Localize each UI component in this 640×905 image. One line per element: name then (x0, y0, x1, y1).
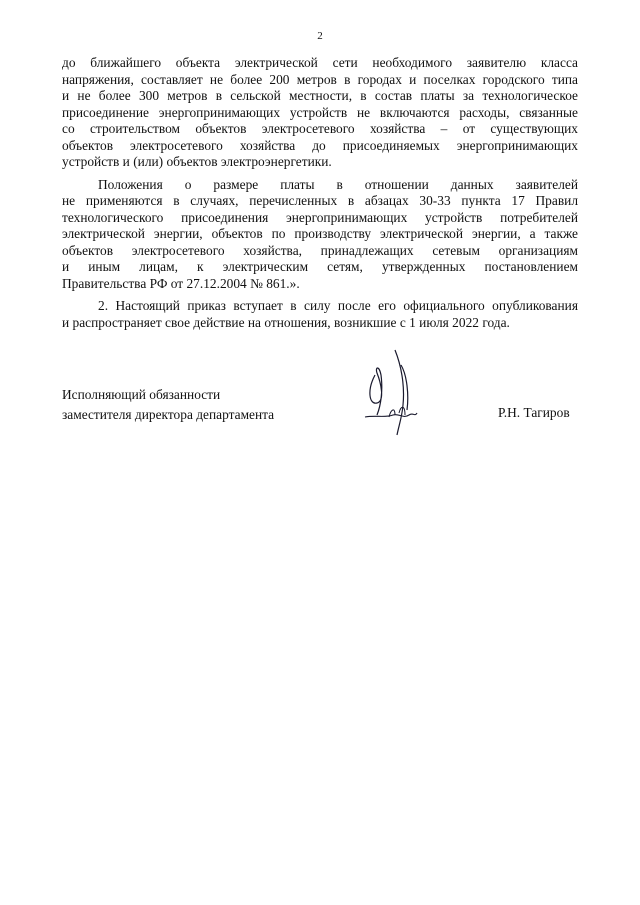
signer-name: Р.Н. Тагиров (498, 405, 570, 420)
signer-position (62, 385, 274, 425)
text-line: и иным лицам, к электрическим сетям, утвержденных постановлением (62, 259, 578, 274)
page-number: 2 (317, 30, 323, 42)
text-line: устройств и (или) объектов электроэнергетики. (62, 154, 332, 169)
text-line: до ближайшего объекта электрической сети необходимого заявителю класса (62, 55, 578, 70)
text-line: Правительства РФ от 27.12.2004 № 861.». (62, 275, 300, 291)
text-line: не применяются в случаях, перечисленных в абзацах 30-33 пункта 17 Правил (62, 193, 578, 208)
paragraph-2 (62, 177, 578, 293)
text-line: электрической энергии, объектов по производству электрической энергии, а также (62, 226, 578, 241)
text-line: со строительством объектов электросетевого хозяйства – от существующих (62, 121, 578, 136)
text-line: объектов электросетевого хозяйства, принадлежащих сетевым организациям (62, 242, 578, 258)
text-line: и не более 300 метров в сельской местности, в состав платы за технологическое (62, 88, 578, 103)
signer-position-line-1: Исполняющий обязанности (62, 387, 221, 402)
text-line: присоединение энергопринимающих устройств не включаются расходы, связанные (62, 104, 578, 120)
text-line: технологического присоединения энергопринимающих устройств потребителей (62, 209, 578, 225)
text-line: и распространяет свое действие на отношения, возникшие с 1 июля 2022 года. (62, 314, 510, 330)
document-body (62, 55, 578, 337)
paragraph-3 (62, 298, 578, 331)
paragraph-1 (62, 55, 578, 171)
text-line: Положения о размере платы в отношении данных заявителей (98, 176, 578, 192)
text-line: объектов электросетевого хозяйства до присоединяемых энергопринимающих (62, 137, 578, 153)
text-line: 2. Настоящий приказ вступает в силу после его официального опубликования (98, 298, 578, 313)
signer-position-line-2: заместителя директора департамента (62, 407, 275, 422)
text-line: напряжения, составляет не более 200 метров в городах и поселках городского типа (62, 71, 578, 87)
handwritten-signature (355, 345, 435, 445)
